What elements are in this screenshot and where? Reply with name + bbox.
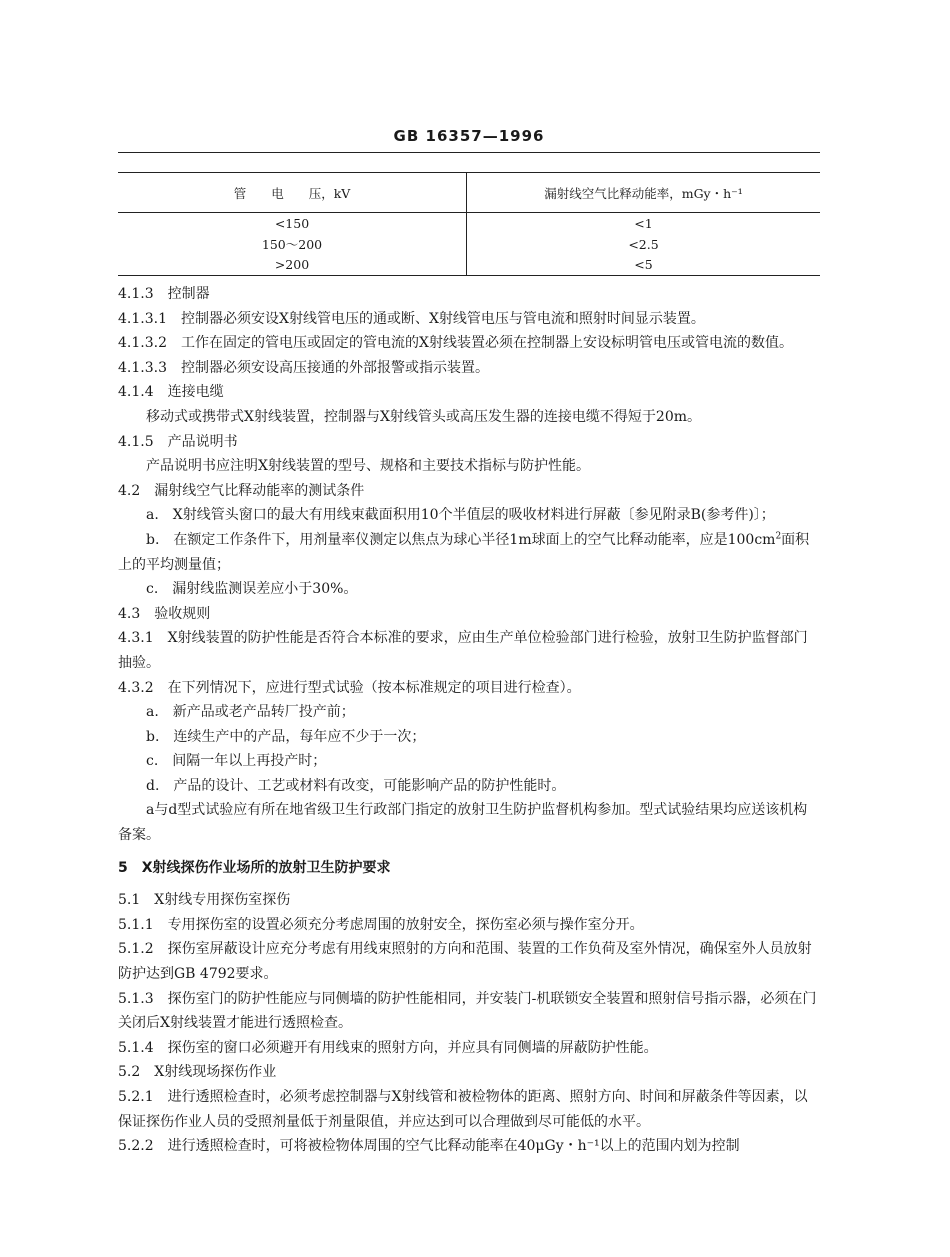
leakage-limit-table bbox=[118, 172, 820, 276]
manual-paragraph: 产品说明书应注明X射线装置的型号、规格和主要技术指标与防护性能。 bbox=[146, 458, 590, 475]
clause-5-1-1: 5.1.1 专用探伤室的设置必须充分考虑周围的放射安全，探伤室必须与操作室分开。 bbox=[118, 916, 644, 933]
clause-5-2: 5.2 X射线现场探伤作业 bbox=[118, 1064, 277, 1081]
clause-4-3: 4.3 验收规则 bbox=[118, 605, 211, 622]
kerma-rate-header: 漏射线空气比释动能率，mGy・h⁻¹ bbox=[467, 173, 821, 213]
clause-4-3-2: 4.3.2 在下列情况下，应进行型式试验（按本标准规定的项目进行检查）。 bbox=[118, 679, 581, 696]
voltage-cell: >200 bbox=[118, 255, 467, 276]
clause-5-2-1: 5.2.1 进行透照检查时，必须考虑控制器与X射线管和被检物体的距离、照射方向、时间和屏蔽条件等因素，以保证探伤作业人员的受照剂量低于剂量限值，并应达到可以合理做到尽可能低的水平。 bbox=[118, 1089, 808, 1130]
section-5-heading: 5 X射线探伤作业场所的放射卫生防护要求 bbox=[118, 859, 391, 876]
table-row bbox=[118, 255, 820, 276]
standard-number-header: GB 16357—1996 bbox=[393, 127, 545, 145]
cable-paragraph: 移动式或携带式X射线装置，控制器与X射线管头或高压发生器的连接电缆不得短于20m。 bbox=[146, 408, 702, 425]
list-item-c: c. 间隔一年以上再投产时； bbox=[146, 753, 327, 770]
clause-5-1-4: 5.1.4 探伤室的窗口必须避开有用线束的照射方向，并应具有同侧墙的屏蔽防护性能。 bbox=[118, 1039, 658, 1056]
tube-voltage-header: 管 电 压，kV bbox=[118, 173, 467, 213]
table-row bbox=[118, 213, 820, 234]
clause-4-1-5: 4.1.5 产品说明书 bbox=[118, 433, 238, 450]
clause-5-1: 5.1 X射线专用探伤室探伤 bbox=[118, 892, 291, 909]
clause-5-1-2: 5.1.2 探伤室屏蔽设计应充分考虑有用线束照射的方向和范围、装置的工作负荷及室外情况，确保室外人员放射防护达到GB 4792要求。 bbox=[118, 941, 812, 983]
list-item-b-text: b. 在额定工作条件下，用剂量率仪测定以焦点为球心半径1m球面上的空气比释动能率，应是100cm bbox=[146, 531, 776, 548]
list-item-c: c. 漏射线监测误差应小于30%。 bbox=[146, 581, 358, 598]
clause-4-1-3-3: 4.1.3.3 控制器必须安设高压接通的外部报警或指示装置。 bbox=[118, 359, 489, 376]
list-item-d: d. 产品的设计、工艺或材料有改变，可能影响产品的防护性能时。 bbox=[146, 777, 566, 794]
clause-4-1-3: 4.1.3 控制器 bbox=[118, 286, 210, 302]
voltage-cell: 150～200 bbox=[118, 234, 467, 255]
clause-4-1-3-1: 4.1.3.1 控制器必须安设X射线管电压的通或断、X射线管电压与管电流和照射时间显示装置。 bbox=[118, 310, 705, 327]
list-item-b: b. 连续生产中的产品，每年应不少于一次； bbox=[146, 728, 426, 745]
clause-4-1-4: 4.1.4 连接电缆 bbox=[118, 384, 224, 401]
header-rule bbox=[118, 152, 820, 153]
list-item-b-text-end: 面积上的平均测量值； bbox=[118, 531, 810, 573]
rate-cell: <2.5 bbox=[628, 236, 659, 252]
type-test-note: a与d型式试验应有所在地省级卫生行政部门指定的放射卫生防护监督机构参加。型式试验结果均应送该机构备案。 bbox=[118, 802, 808, 844]
list-item-a: a. X射线管头窗口的最大有用线束截面积用10个半值层的吸收材料进行屏蔽〔参见附录B(参考件)〕； bbox=[146, 507, 775, 524]
clause-4-2: 4.2 漏射线空气比释动能率的测试条件 bbox=[118, 482, 365, 499]
table-row bbox=[118, 234, 820, 255]
body-text bbox=[118, 282, 820, 1159]
voltage-cell: <150 bbox=[118, 213, 467, 234]
clause-5-2-2: 5.2.2 进行透照检查时，可将被检物体周围的空气比释动能率在40μGy・h⁻¹以上的范围内划为控制 bbox=[118, 1138, 740, 1155]
rate-cell: <5 bbox=[467, 255, 821, 276]
superscript: 2 bbox=[775, 531, 782, 542]
clause-5-1-3: 5.1.3 探伤室门的防护性能应与同侧墙的防护性能相同，并安装门-机联锁安全装置和照射信号指示器，必须在门关闭后X射线装置才能进行透照检查。 bbox=[118, 990, 817, 1032]
table-header-row bbox=[118, 173, 820, 213]
rate-cell: <1 bbox=[634, 215, 653, 231]
clause-4-3-1: 4.3.1 X射线装置的防护性能是否符合本标准的要求，应由生产单位检验部门进行检验，放射卫生防护监督部门抽验。 bbox=[118, 630, 808, 671]
clause-4-1-3-2: 4.1.3.2 工作在固定的管电压或固定的管电流的X射线装置必须在控制器上安设标明管电压或管电流的数值。 bbox=[118, 335, 793, 352]
list-item-b bbox=[118, 528, 820, 577]
list-item-a: a. 新产品或老产品转厂投产前； bbox=[146, 704, 355, 721]
